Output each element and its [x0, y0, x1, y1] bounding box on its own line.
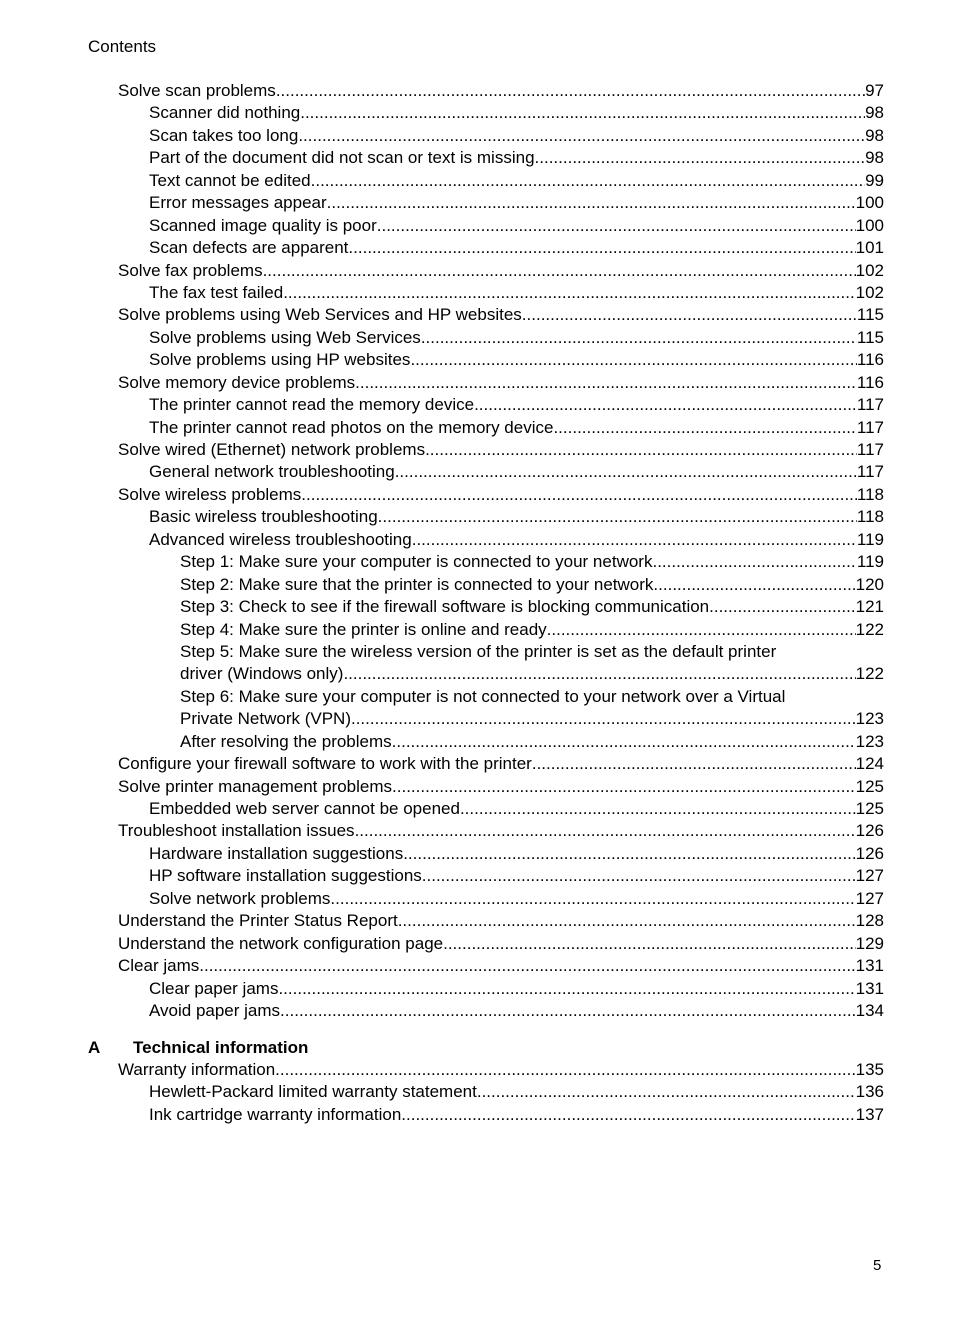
dot-leader [410, 349, 856, 371]
toc-entry-page: 98 [865, 148, 884, 168]
dot-leader [298, 125, 865, 147]
dot-leader [275, 1059, 855, 1081]
toc-entry-page: 126 [855, 821, 884, 841]
toc-entry-page: 119 [856, 552, 884, 572]
dot-leader [311, 170, 865, 192]
toc-entry-page: 125 [855, 799, 884, 818]
toc-entry[interactable] [149, 147, 884, 169]
toc-entry-page: 126 [855, 843, 884, 863]
toc-entry[interactable] [149, 327, 884, 349]
toc-entry-page: 119 [856, 529, 884, 549]
dot-leader [547, 619, 856, 641]
dot-leader [425, 439, 857, 461]
toc-entry-page: 137 [855, 1104, 884, 1124]
toc-entry-title: Ink cartridge warranty information [149, 1104, 402, 1124]
toc-entry[interactable] [118, 439, 884, 461]
toc-entry-page: 117 [856, 417, 884, 437]
toc-entry-page: 136 [855, 1082, 884, 1102]
toc-entry-title: Step 5: Make sure the wireless version of the printer is set as the default printer [180, 641, 777, 661]
toc-entry-title: Part of the document did not scan or text is missing [149, 148, 535, 168]
toc-entry-page: 116 [856, 350, 884, 370]
toc-entry-title: Solve network problems [149, 888, 331, 908]
toc-entry-line [180, 686, 884, 708]
toc-entry-title: HP software installation suggestions [149, 866, 422, 886]
toc-entry[interactable] [149, 394, 884, 416]
toc-entry-page: 127 [855, 866, 884, 886]
toc-entry-page: 100 [855, 215, 884, 235]
toc-entry-title: Scanner did nothing [149, 103, 301, 123]
dot-leader [443, 933, 856, 955]
toc-entry[interactable] [149, 349, 884, 371]
toc-entry-title: Text cannot be edited [149, 170, 311, 190]
toc-entry[interactable] [149, 192, 884, 214]
toc-entry-title: Solve printer management problems [118, 776, 393, 796]
dot-leader [301, 484, 857, 506]
appendix-letter: A [88, 1038, 101, 1057]
toc-entry-title: Configure your firewall software to work with the printer [118, 754, 532, 774]
toc-entry[interactable] [149, 1104, 884, 1126]
toc-entry-page: 131 [855, 956, 884, 976]
dot-leader [553, 417, 856, 439]
toc-entry[interactable] [149, 843, 884, 865]
dot-leader [377, 215, 856, 237]
toc-entry-title: Understand the Printer Status Report [118, 911, 398, 931]
toc-entry-line [180, 641, 884, 663]
toc-entry-title: Basic wireless troubleshooting [149, 507, 378, 527]
toc-entry-title: The printer cannot read photos on the memory device [149, 417, 554, 437]
toc-entry-page: 127 [855, 888, 884, 908]
toc-entry-page: 116 [856, 372, 884, 392]
toc-entry-title: Solve memory device problems [118, 372, 356, 392]
dot-leader [355, 372, 857, 394]
dot-leader [653, 574, 855, 596]
toc-entry-page: 123 [855, 731, 884, 751]
toc-entry[interactable] [180, 574, 884, 596]
toc-entry[interactable] [118, 260, 884, 282]
running-header: Contents [88, 37, 157, 56]
toc-entry-title: Advanced wireless troubleshooting [149, 529, 412, 549]
dot-leader [474, 394, 857, 416]
dot-leader [709, 596, 855, 618]
toc-entry-page: 99 [865, 170, 884, 190]
toc-entry[interactable] [180, 663, 884, 685]
toc-entry[interactable] [149, 529, 884, 551]
toc-entry-title: Troubleshoot installation issues [118, 821, 355, 841]
dot-leader [522, 304, 857, 326]
toc-entry-title: Understand the network configuration page [118, 933, 444, 953]
toc-entry-title: The fax test failed [149, 282, 284, 302]
dot-leader [535, 147, 866, 169]
toc-entry[interactable] [149, 125, 884, 147]
toc-entry[interactable] [180, 731, 884, 753]
toc-entry[interactable] [149, 798, 884, 820]
toc-entry[interactable] [118, 933, 884, 955]
dot-leader [403, 843, 855, 865]
appendix-toc-list [0, 1059, 954, 1126]
toc-entry-page: 118 [856, 507, 884, 527]
toc-entry-page: 128 [855, 911, 884, 931]
toc-entry[interactable] [149, 102, 884, 124]
toc-entry[interactable] [180, 596, 884, 618]
toc-entry-title: Scan defects are apparent [149, 238, 349, 258]
toc-entry[interactable] [118, 753, 884, 775]
toc-entry-page: 122 [855, 664, 884, 684]
toc-entry[interactable] [149, 461, 884, 483]
appendix-title: Technical information [133, 1038, 309, 1057]
toc-entry-page: 118 [856, 484, 884, 504]
toc-entry[interactable] [180, 619, 884, 641]
dot-leader [199, 955, 855, 977]
toc-entry-page: 121 [855, 597, 884, 617]
toc-entry-page: 123 [855, 709, 884, 729]
toc-entry-title: Solve problems using HP websites [149, 350, 411, 370]
toc-entry-page: 124 [855, 754, 884, 774]
toc-entry-title: General network troubleshooting [149, 462, 395, 482]
toc-entry[interactable] [149, 1081, 884, 1103]
dot-leader [422, 865, 856, 887]
toc-entry-page: 120 [855, 574, 884, 594]
toc-entry[interactable] [118, 820, 884, 842]
toc-entry[interactable] [118, 372, 884, 394]
toc-entry[interactable] [149, 170, 884, 192]
toc-entry-page: 134 [855, 1000, 884, 1020]
toc-entry-title: Hewlett-Packard limited warranty statement [149, 1082, 477, 1102]
page-number: 5 [873, 1257, 882, 1274]
toc-entry-page: 102 [855, 282, 884, 302]
toc-entry-title: Clear jams [118, 956, 200, 976]
dot-leader [392, 731, 856, 753]
dot-leader [652, 551, 856, 573]
toc-entry-page: 101 [855, 238, 884, 258]
dot-leader [355, 820, 856, 842]
toc-entry-title: Solve fax problems [118, 260, 263, 280]
toc-entry[interactable] [149, 506, 884, 528]
dot-leader [280, 1000, 856, 1022]
toc-entry[interactable] [149, 282, 884, 304]
toc-entry[interactable] [149, 865, 884, 887]
toc-entry-title: Step 1: Make sure your computer is connected to your network [180, 552, 653, 572]
toc-entry-page: 135 [855, 1060, 884, 1079]
dot-leader [276, 80, 865, 102]
toc-entry-page: 98 [865, 103, 884, 123]
dot-leader [401, 1104, 855, 1126]
toc-entry-page: 100 [855, 193, 884, 213]
toc-entry-title: Solve problems using Web Services and HP websites [118, 305, 522, 325]
toc-entry[interactable] [118, 955, 884, 977]
toc-entry-title: Solve scan problems [118, 81, 276, 100]
toc-entry[interactable] [118, 304, 884, 326]
toc-entry-title: Solve wireless problems [118, 484, 302, 504]
toc-entry-title: Step 4: Make sure the printer is online and ready [180, 619, 547, 639]
toc-entry-page: 115 [856, 305, 884, 325]
toc-entry-page: 125 [855, 776, 884, 796]
toc-entry[interactable] [149, 215, 884, 237]
toc-entry[interactable] [149, 978, 884, 1000]
dot-leader [412, 529, 857, 551]
toc-entry-title: Error messages appear [149, 193, 327, 213]
toc-entry-title: Solve problems using Web Services [149, 327, 421, 347]
toc-entry[interactable] [118, 776, 884, 798]
toc-entry[interactable] [118, 80, 884, 102]
dot-leader [532, 753, 856, 775]
toc-entry-page: 97 [865, 81, 884, 100]
toc-entry-page: 115 [856, 327, 884, 347]
toc-entry-title: Private Network (VPN) [180, 709, 351, 729]
toc-entry-page: 122 [855, 619, 884, 639]
toc-entry[interactable] [180, 708, 884, 730]
toc-entry-title: Step 3: Check to see if the firewall software is blocking communication [180, 597, 710, 617]
toc-entry-title: After resolving the problems [180, 731, 392, 751]
toc-entry-title: Hardware installation suggestions [149, 843, 404, 863]
dot-leader [395, 461, 857, 483]
toc-entry-title: Warranty information [118, 1060, 276, 1079]
toc-entry[interactable] [149, 1000, 884, 1022]
dot-leader [351, 708, 856, 730]
toc-entry-page: 129 [855, 933, 884, 953]
dot-leader [421, 327, 857, 349]
toc-entry-title: Scan takes too long [149, 125, 299, 145]
toc-entry-title: Step 6: Make sure your computer is not connected to your network over a Virtual [180, 686, 786, 706]
toc-list [0, 80, 954, 1022]
dot-leader [348, 237, 855, 259]
dot-leader [278, 978, 855, 1000]
toc-entry-page: 117 [856, 440, 884, 459]
dot-leader [398, 910, 856, 932]
toc-entry[interactable] [118, 910, 884, 932]
toc-entry-title: Solve wired (Ethernet) network problems [118, 440, 426, 459]
toc-entry-title: Step 2: Make sure that the printer is connected to your network [180, 574, 654, 594]
dot-leader [343, 663, 855, 685]
dot-leader [300, 102, 865, 124]
dot-leader [327, 192, 856, 214]
toc-entry-title: Embedded web server cannot be opened [149, 799, 460, 818]
toc-entry[interactable] [149, 237, 884, 259]
dot-leader [392, 776, 856, 798]
toc-entry[interactable] [118, 1059, 884, 1081]
toc-entry-page: 117 [856, 462, 884, 482]
dot-leader [460, 798, 856, 820]
toc-entry-title: driver (Windows only) [180, 664, 344, 684]
toc-entry-title: Avoid paper jams [149, 1000, 281, 1020]
toc-entry-page: 117 [856, 395, 884, 415]
toc-entry-title: Clear paper jams [149, 978, 279, 998]
toc-entry-title: The printer cannot read the memory device [149, 395, 475, 415]
toc-entry[interactable] [149, 417, 884, 439]
toc-entry-title: Scanned image quality is poor [149, 215, 377, 235]
toc-entry[interactable] [118, 484, 884, 506]
dot-leader [263, 260, 856, 282]
toc-entry[interactable] [149, 888, 884, 910]
dot-leader [477, 1081, 856, 1103]
toc-entry-page: 98 [865, 125, 884, 145]
dot-leader [283, 282, 855, 304]
toc-entry-page: 102 [855, 260, 884, 280]
toc-entry[interactable] [180, 551, 884, 573]
toc-entry-page: 131 [855, 978, 884, 998]
dot-leader [330, 888, 855, 910]
dot-leader [378, 506, 857, 528]
